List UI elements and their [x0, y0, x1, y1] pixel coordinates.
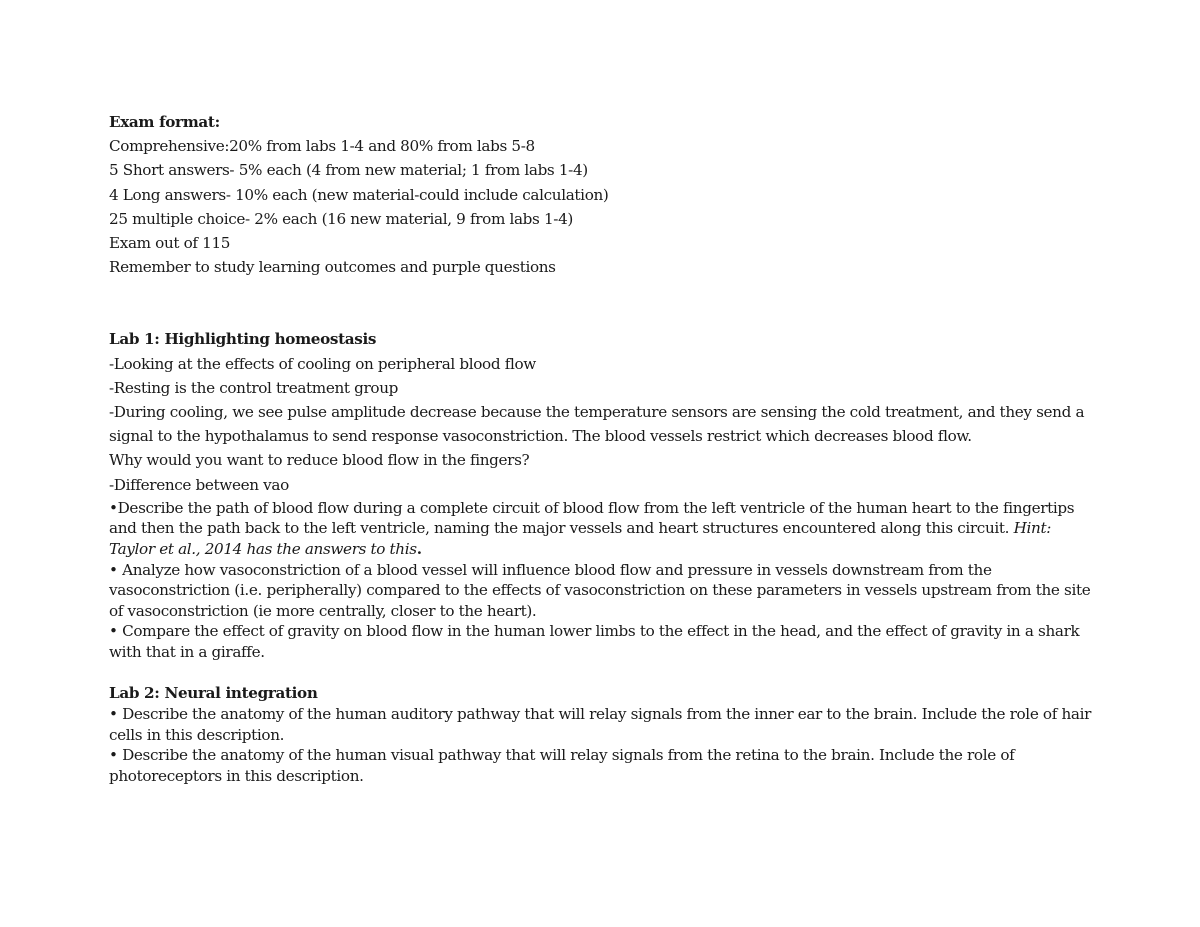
- exam-format-heading: Exam format:: [109, 113, 220, 131]
- lab2-outcome-visual: • Describe the anatomy of the human visual pathway that will relay signals from the retina to the brain. Include the role of photoreceptors in this description.: [109, 746, 1015, 785]
- exam-format-line: 25 multiple choice- 2% each (16 new material, 9 from labs 1-4): [109, 209, 573, 228]
- lab1-note: Why would you want to reduce blood flow in the fingers?: [109, 451, 530, 470]
- lab1-outcome-text: •Describe the path of blood flow during a complete circuit of blood flow from the left ventricle of the human heart to the fingertips and then the path back to the left ventricle, naming the major vessels and heart structures encountered along this circuit.: [109, 498, 1075, 538]
- exam-format-line: Exam out of 115: [109, 234, 231, 253]
- section-spacer: [109, 663, 1099, 684]
- exam-format-line: 5 Short answers- 5% each (4 from new material; 1 from labs 1-4): [109, 161, 588, 180]
- exam-format-line: Comprehensive:20% from labs 1-4 and 80% from labs 5-8: [109, 137, 535, 156]
- lab1-note: -Resting is the control treatment group: [109, 378, 399, 397]
- lab2-outcome-auditory: • Describe the anatomy of the human auditory pathway that will relay signals from the inner ear to the brain. Include the role of hair cells in this description.: [109, 705, 1092, 744]
- lab1-heading: Lab 1: Highlighting homeostasis: [109, 330, 377, 349]
- lab2-heading: Lab 2: Neural integration: [109, 684, 318, 703]
- lab1-outcome-end: .: [416, 540, 422, 559]
- lab1-outcome-hint: Hint: Taylor et al., 2014 has the answers to this: [109, 519, 1051, 559]
- document-content: [109, 110, 1099, 786]
- lab1-outcome-vasoconstriction: • Analyze how vasoconstriction of a blood vessel will influence blood flow and pressure in vessels downstream from the vasoconstriction (i.e. peripherally) compared to the effects of vasoconstriction on these parameters in vessels upstream from the site of vasoconstriction (ie more centrally, closer to the heart).: [109, 560, 1091, 620]
- lab1-note: -Looking at the effects of cooling on peripheral blood flow: [109, 354, 536, 373]
- section-spacer: [109, 279, 1099, 327]
- lab1-note: -Difference between vao: [109, 475, 289, 494]
- lab1-outcome-gravity: • Compare the effect of gravity on blood flow in the human lower limbs to the effect in the head, and the effect of gravity in a shark with that in a giraffe.: [109, 622, 1080, 661]
- exam-format-line: 4 Long answers- 10% each (new material-could include calculation): [109, 185, 609, 204]
- lab1-outcome-blood-path: [109, 498, 1099, 560]
- exam-format-line: Remember to study learning outcomes and purple questions: [109, 258, 556, 277]
- lab1-note: -During cooling, we see pulse amplitude decrease because the temperature sensors are sensing the cold treatment, and they send a signal to the hypothalamus to send response vasoconstriction. The blood vessels restrict which decreases blood flow.: [109, 403, 1085, 446]
